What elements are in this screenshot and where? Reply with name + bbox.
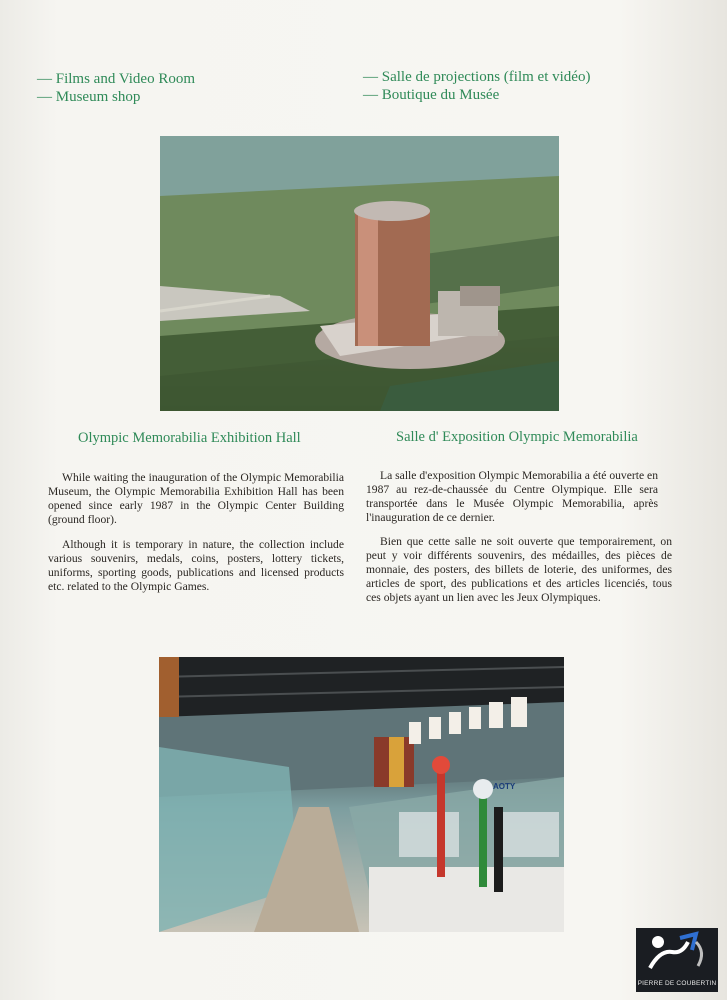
photo-exhibition-hall-interior — [159, 657, 564, 932]
section-heading-fr: Salle d' Exposition Olympic Memorabilia — [396, 429, 638, 445]
facility-item-shop: — Museum shop — [37, 89, 141, 105]
facility-item-films: — Films and Video Room — [37, 71, 195, 87]
exhibit-sign: AOTY — [493, 782, 516, 791]
paragraph-fr-1: La salle d'exposition Olympic Memorabilia a été ouverte en 1987 au rez-de-chaussée du Centre Olympique. Elle sera transportée dans le Musée Olympic Memorabilia, après l'inauguration de ce dernier. — [366, 469, 658, 524]
facilities-list-en — [37, 70, 195, 106]
logo-text: PIERRE DE COUBERTIN — [637, 980, 717, 987]
facilities-list-fr — [363, 68, 590, 104]
section-heading-en: Olympic Memorabilia Exhibition Hall — [78, 430, 301, 446]
olympic-center-model-illustration — [160, 136, 559, 411]
exhibition-hall-illustration — [159, 657, 564, 932]
facility-item-projections: — Salle de projections (film et vidéo) — [363, 69, 591, 85]
runner-logo-icon — [636, 928, 718, 976]
paragraph-en-1: While waiting the inauguration of the Olympic Memorabilia Museum, the Olympic Memorabilia Exhibition Hall has been opened since early 1987 in the Olympic Center Building (ground floor). — [48, 471, 344, 526]
facility-item-boutique: — Boutique du Musée — [363, 87, 500, 103]
photo-olympic-center-model — [160, 136, 559, 411]
coubertin-logo — [636, 928, 718, 992]
paragraph-en-2: Although it is temporary in nature, the collection include various souvenirs, medals, coins, posters, lottery tickets, uniforms, sporting goods, publications and licensed products etc. related to the Olympic Games. — [48, 538, 344, 593]
paragraph-fr-2: Bien que cette salle ne soit ouverte que temporairement, on peut y voir différents souvenirs, des médailles, des pièces de monnaie, des posters, des billets de loterie, des uniformes, des articles de sport, des publications et des articles licenciés, tous ces objets ayant un lien avec les Jeux Olympiques. — [366, 535, 672, 604]
